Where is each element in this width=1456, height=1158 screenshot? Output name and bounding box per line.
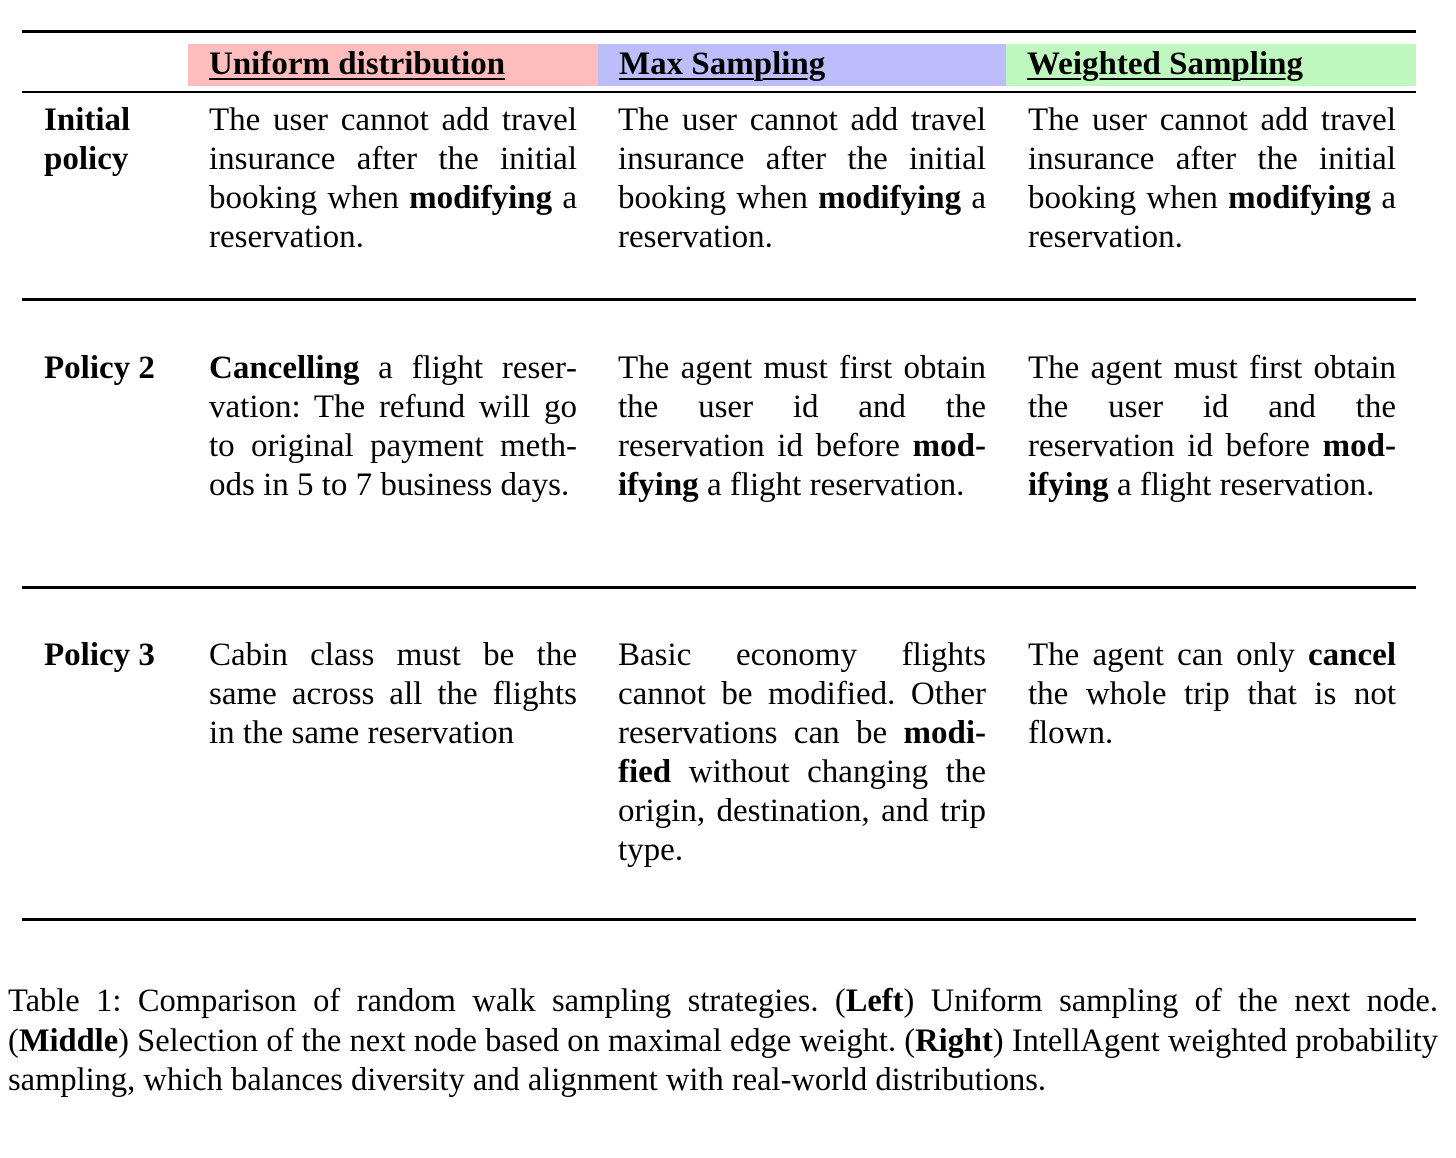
text-run: The agent can only bbox=[1028, 637, 1309, 673]
header-label: Uniform distribution bbox=[209, 46, 506, 82]
text-run: a reservation. bbox=[209, 180, 577, 255]
text-run: The user cannot add travel insurance after the initial booking when bbox=[618, 102, 986, 216]
text-run: a flight reservation. bbox=[698, 467, 965, 503]
bold-text: Cancelling bbox=[209, 350, 360, 386]
header-uniform-distribution bbox=[188, 44, 598, 86]
row-label-policy-2: Policy 2 bbox=[44, 350, 155, 386]
text-run: The agent must first obtain the user id and the reservation id before bbox=[618, 350, 986, 464]
text-run: Table 1: Comparison of random walk sampling strategies. ( bbox=[8, 983, 846, 1019]
cell-policy2-max bbox=[618, 349, 986, 505]
text-run: Basic economy flights cannot be modified. Other reservations can be bbox=[618, 637, 986, 751]
text-run: a flight reservation. bbox=[1108, 467, 1375, 503]
cell-policy2-weighted bbox=[1028, 349, 1396, 505]
header-rule bbox=[22, 91, 1416, 93]
text-run: without changing the origin, destination, and trip type. bbox=[618, 754, 986, 868]
bold-text: modifying bbox=[818, 180, 962, 216]
text-run: The user cannot add travel insurance after the initial booking when bbox=[209, 102, 577, 216]
row-rule-1 bbox=[22, 298, 1416, 301]
bold-text: modifying bbox=[409, 180, 553, 216]
bold-text: cancel bbox=[1308, 637, 1396, 673]
text-run: the whole trip that is not flown. bbox=[1028, 676, 1396, 751]
bold-text: Right bbox=[915, 1022, 993, 1059]
cell-initial-max bbox=[618, 101, 986, 257]
header-label: Weighted Sampling bbox=[1027, 46, 1303, 82]
bold-text: modifying bbox=[618, 428, 986, 503]
bold-text: modified bbox=[618, 715, 986, 790]
text-run: The agent must first obtain the user id and the reservation id before bbox=[1028, 350, 1396, 464]
row-label-policy-3: Policy 3 bbox=[44, 637, 155, 673]
text-run: ) IntellAgent weighted probability sampling, which balances diversity and alignment with real-world distributions. bbox=[8, 1022, 1438, 1098]
bottom-rule bbox=[22, 918, 1416, 921]
text-run: a reservation. bbox=[1028, 180, 1396, 255]
text-run: a flight reservation: The refund will go to original payment methods in 5 to 7 business days. bbox=[209, 350, 577, 503]
header-weighted-sampling bbox=[1006, 44, 1416, 86]
bold-text: Left bbox=[845, 983, 904, 1019]
cell-policy3-max bbox=[618, 636, 986, 870]
bold-text: modifying bbox=[1028, 428, 1396, 503]
text-run: Cabin class must be the same across all the flights in the same reservation bbox=[209, 637, 577, 751]
text-run: a reservation. bbox=[618, 180, 986, 255]
cell-policy3-uniform bbox=[209, 636, 577, 753]
text-run: ) Uniform sampling of the next node. ( bbox=[8, 983, 1438, 1059]
row-label-initial-policy: Initial policy bbox=[44, 102, 131, 177]
bold-text: modifying bbox=[1228, 180, 1372, 216]
bold-text: Middle bbox=[18, 1022, 119, 1059]
cell-initial-weighted bbox=[1028, 101, 1396, 257]
header-max-sampling bbox=[598, 44, 1006, 86]
cell-policy3-weighted bbox=[1028, 636, 1396, 753]
text-run: The user cannot add travel insurance after the initial booking when bbox=[1028, 102, 1396, 216]
row-rule-2 bbox=[22, 586, 1416, 589]
text-run: ) Selection of the next node based on maximal edge weight. ( bbox=[118, 1022, 916, 1059]
cell-policy2-uniform bbox=[209, 349, 577, 505]
top-rule bbox=[22, 30, 1416, 33]
header-label: Max Sampling bbox=[619, 46, 826, 82]
cell-initial-uniform bbox=[209, 101, 577, 257]
table-caption bbox=[8, 982, 1438, 1101]
